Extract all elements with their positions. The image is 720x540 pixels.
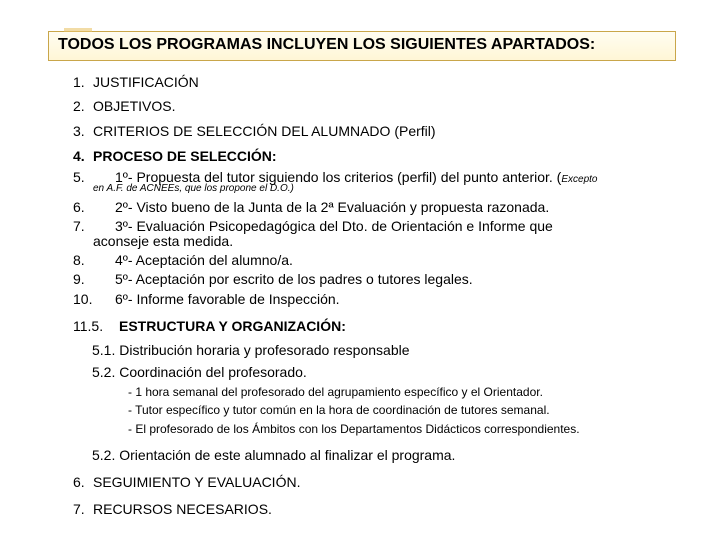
list-text: CRITERIOS DE SELECCIÓN DEL ALUMNADO (Perfil) [93,123,436,139]
list-number: 8. [73,252,85,268]
list-number: 4. [73,148,85,164]
list-text: 2º- Visto bueno de la Junta de la 2ª Evaluación y propuesta razonada. [115,199,550,215]
list-note: Excepto [561,174,598,185]
list-number: 2. [73,98,85,114]
section-number: 11.5. [73,318,104,334]
list-text: SEGUIMIENTO Y EVALUACIÓN. [93,474,301,490]
list-item [73,218,553,234]
bullet-item: - 1 hora semanal del profesorado del agrupamiento específico y el Orientador. [128,385,543,399]
list-item [73,123,436,139]
list-item [73,169,598,185]
subsection-coordinacion: 5.2. Coordinación del profesorado. [92,364,307,380]
bullet-item: - Tutor específico y tutor común en la hora de coordinación de tutores semanal. [128,403,550,417]
list-item [73,271,473,287]
page-title: TODOS LOS PROGRAMAS INCLUYEN LOS SIGUIENTES APARTADOS: [58,36,596,53]
list-item [73,291,340,307]
list-text: 4º- Aceptación del alumno/a. [115,252,293,268]
subsection-orientacion: 5.2. Orientación de este alumnado al finalizar el programa. [92,447,456,463]
bullet-item: - El profesorado de los Ámbitos con los Departamentos Didácticos correspondientes. [128,422,580,436]
list-text: RECURSOS NECESARIOS. [93,501,272,517]
list-number: 6. [73,199,85,215]
list-item [73,199,550,215]
list-number: 3. [73,123,85,139]
list-number: 7. [73,218,85,234]
list-text: JUSTIFICACIÓN [93,74,199,90]
list-item [73,474,301,490]
list-text: OBJETIVOS. [93,98,176,114]
list-number: 1. [73,74,85,90]
list-text: 5º- Aceptación por escrito de los padres o tutores legales. [115,271,473,287]
list-item [73,501,272,517]
list-text: 3º- Evaluación Psicopedagógica del Dto. de Orientación e Informe que [115,218,553,234]
list-text: 1º- Propuesta del tutor siguiendo los criterios (perfil) del punto anterior. ( [115,169,562,185]
list-text-continuation: aconseje esta medida. [93,233,234,249]
list-text: PROCESO DE SELECCIÓN: [93,148,277,164]
list-number: 10. [73,291,93,307]
list-number: 6. [73,474,85,490]
list-number: 7. [73,501,85,517]
list-item [73,98,176,114]
subsection-distribucion: 5.1. Distribución horaria y profesorado responsable [92,342,410,358]
list-text: 6º- Informe favorable de Inspección. [115,291,340,307]
list-item [73,148,277,164]
list-number: 5. [73,169,85,185]
list-item [73,74,199,90]
section-title: ESTRUCTURA Y ORGANIZACIÓN: [119,318,346,334]
list-item [73,252,293,268]
title-decoration [64,28,92,32]
list-note-continuation: en A.F. de ACNEEs, que los propone el D.O.) [93,183,294,194]
list-number: 9. [73,271,85,287]
section-heading [73,318,346,334]
